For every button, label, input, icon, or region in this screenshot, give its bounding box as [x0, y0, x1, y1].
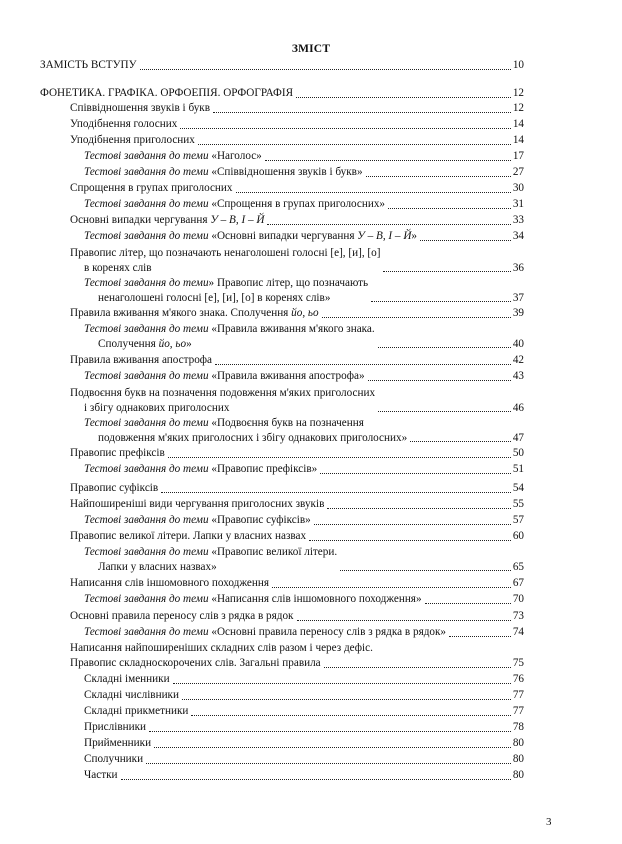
- toc-entry-text: Співвідношення звуків і букв: [70, 102, 211, 114]
- toc-entry[interactable]: [84, 369, 524, 385]
- toc-entry-title: [84, 704, 188, 720]
- toc-entry[interactable]: [70, 446, 524, 462]
- toc-entry-title: [84, 462, 317, 478]
- toc-entry-italic-text: Тестові завдання до теми: [84, 463, 209, 475]
- toc-entry-text: »: [411, 230, 417, 242]
- toc-entry[interactable]: [84, 165, 524, 181]
- toc-page-number: 39: [512, 307, 524, 319]
- toc-entry[interactable]: [70, 101, 524, 117]
- toc-entry-italic-text: Тестові завдання до теми: [84, 626, 209, 638]
- toc-entry-continuation: Сполучення: [98, 338, 159, 351]
- toc-entry[interactable]: [70, 246, 524, 276]
- toc-entry[interactable]: [84, 752, 524, 768]
- toc-entry-italic-text: Тестові завдання до теми: [84, 370, 209, 382]
- toc-entry-italic-text: Тестові завдання до теми: [84, 417, 209, 429]
- toc-entry-text: Правопис префіксів: [70, 447, 165, 459]
- toc-page-number: 12: [512, 102, 524, 114]
- dot-leader: [297, 620, 511, 621]
- toc-entry-text: «Співвідношення звуків і букв»: [208, 166, 363, 178]
- toc-entry-title: [70, 213, 264, 229]
- dot-leader: [236, 192, 511, 193]
- dot-leader: [140, 69, 511, 70]
- toc-entry-title: [84, 720, 146, 736]
- toc-page-number: 33: [512, 214, 524, 226]
- toc-entry[interactable]: [84, 736, 524, 752]
- toc-entry-text: Подвоєння букв на позначення подовження м'яких приголосних: [70, 387, 376, 399]
- dot-leader: [327, 508, 510, 509]
- toc-entry[interactable]: [84, 322, 524, 352]
- toc-entry-title: [84, 513, 311, 529]
- toc-entry[interactable]: [70, 213, 524, 229]
- toc-entry[interactable]: [70, 306, 524, 322]
- toc-entry-text: Уподібнення голосних: [70, 118, 178, 130]
- dot-leader: [309, 540, 511, 541]
- toc-entry-text: Правопис великої літери. Лапки у власних назвах: [70, 530, 307, 542]
- dot-leader: [198, 144, 511, 145]
- dot-leader: [215, 364, 511, 365]
- toc-page-number: 50: [512, 447, 524, 459]
- toc-page-number: 54: [512, 482, 524, 494]
- dot-leader: [161, 492, 511, 493]
- toc-entry-title: [70, 497, 324, 513]
- toc-entry-title: [84, 149, 262, 165]
- toc-entry-title: [70, 133, 195, 149]
- toc-entry-title: [70, 529, 306, 545]
- toc-entry-title: [70, 181, 233, 197]
- toc-entry-text: «Правопис суфіксів»: [208, 514, 311, 526]
- toc-entry-text: «Основні правила переносу слів з рядка в рядок»: [208, 626, 447, 638]
- toc-entry-italic-text: Тестові завдання до теми: [84, 166, 209, 178]
- toc-entry-text: Частки: [84, 769, 118, 781]
- page-title: ЗМІСТ: [291, 43, 331, 55]
- toc-entry-italic-text: Тестові завдання до теми: [84, 277, 209, 289]
- toc-entry-text: «Спрощення в групах приголосних»: [208, 198, 386, 210]
- toc-entry[interactable]: [70, 656, 524, 672]
- dot-leader: [149, 731, 511, 732]
- toc-entry-continuation: Лапки у власних назвах»: [98, 561, 217, 574]
- toc-entry-italic-text: Тестові завдання до теми: [84, 323, 209, 335]
- toc-entry-text: «Правила вживання м'якого знака.: [208, 323, 375, 335]
- toc-page-number: 17: [512, 150, 524, 162]
- toc-entry-text: Правопис суфіксів: [70, 482, 159, 494]
- toc-entry[interactable]: [84, 149, 524, 165]
- toc-entry-text: Прислівники: [84, 721, 146, 733]
- toc-entry-text: Прийменники: [84, 737, 152, 749]
- dot-leader: [182, 699, 511, 700]
- toc-entry-title: [70, 117, 177, 133]
- dot-leader: [383, 271, 510, 272]
- toc-page-number: 34: [512, 230, 524, 242]
- toc-entry[interactable]: [70, 133, 524, 149]
- toc-page-number: 30: [512, 182, 524, 194]
- toc-entry-text: «Написання слів іншомовного походження»: [208, 593, 422, 605]
- toc-entry[interactable]: [70, 481, 524, 497]
- toc-entry[interactable]: [84, 768, 524, 784]
- toc-entry[interactable]: [70, 609, 524, 625]
- toc-page-number: 77: [512, 705, 524, 717]
- toc-page-number: 60: [512, 530, 524, 542]
- toc-page-number: 80: [512, 737, 524, 749]
- toc-page-number: 67: [512, 577, 524, 589]
- toc-page-number: 14: [512, 134, 524, 146]
- toc-entry-title: [70, 446, 165, 462]
- toc-entry-title: [70, 481, 158, 497]
- toc-page-number: 74: [512, 626, 524, 638]
- toc-entry-italic-text: Тестові завдання до теми: [84, 514, 209, 526]
- toc-entry-continuation: в коренях слів: [84, 262, 152, 275]
- toc-entry-title: [70, 576, 269, 592]
- toc-entry[interactable]: [40, 86, 524, 102]
- toc-entry[interactable]: [70, 497, 524, 513]
- toc-entry-title: [70, 353, 212, 369]
- dot-leader: [173, 683, 511, 684]
- toc-page-number: 36: [512, 262, 524, 275]
- toc-entry[interactable]: [84, 276, 524, 306]
- toc-entry-title: [70, 609, 294, 625]
- toc-entry-title: [70, 641, 373, 657]
- toc-page-number: 40: [512, 338, 524, 351]
- toc-entry[interactable]: [70, 353, 524, 369]
- toc-page-number: 31: [512, 198, 524, 210]
- toc-entry[interactable]: [40, 58, 524, 74]
- toc-entry-italic-text: У – В, І – Й: [210, 214, 265, 226]
- dot-leader: [154, 747, 511, 748]
- dot-leader: [366, 176, 511, 177]
- toc-entry-title: [84, 322, 375, 352]
- toc-entry-text: Правила вживання апострофа: [70, 354, 213, 366]
- toc-page-number: 43: [512, 370, 524, 382]
- toc-entry-text: «Наголос»: [208, 150, 262, 162]
- toc-entry-title: [84, 672, 170, 688]
- toc-entry-title: [84, 416, 407, 446]
- toc-entry-text: «Правопис префіксів»: [208, 463, 318, 475]
- dot-leader: [322, 317, 511, 318]
- toc-entry-title: [70, 386, 375, 416]
- dot-leader: [272, 587, 511, 588]
- dot-leader: [296, 97, 511, 98]
- dot-leader: [420, 240, 511, 241]
- toc-entry-title: [70, 246, 380, 276]
- dot-leader: [146, 763, 511, 764]
- toc-entry-italic-text: йо, ьо: [291, 307, 319, 319]
- toc-entry-title: [70, 101, 210, 117]
- dot-leader: [378, 411, 511, 412]
- toc-entry-title: [40, 86, 293, 102]
- toc-entry[interactable]: [84, 625, 524, 641]
- toc-page-number: 47: [512, 432, 524, 445]
- toc-entry[interactable]: [70, 641, 524, 657]
- toc-entry-text: Спрощення в групах приголосних: [70, 182, 233, 194]
- toc-page-number: 27: [512, 166, 524, 178]
- toc-page-number: 10: [512, 59, 524, 71]
- dot-leader: [267, 224, 510, 225]
- toc-entry-continuation: і збігу однакових приголосних: [84, 402, 230, 415]
- toc-page-number: 55: [512, 498, 524, 510]
- toc-entry-text: «Правопис великої літери.: [208, 546, 338, 558]
- toc-page-number: 70: [512, 593, 524, 605]
- toc-entry-text: ЗАМІСТЬ ВСТУПУ: [40, 59, 137, 71]
- toc-entry-title: [84, 197, 385, 213]
- toc-page-number: 14: [512, 118, 524, 130]
- toc-entry-text: Найпоширеніші види чергування приголосних звуків: [70, 498, 325, 510]
- toc-entry-text: Основні випадки чергування: [70, 214, 211, 226]
- dot-leader: [340, 570, 511, 571]
- page-number: 3: [546, 816, 552, 828]
- toc-entry-title: [40, 58, 137, 74]
- toc-entry-text: Правила вживання м'якого знака. Сполучення: [70, 307, 292, 319]
- toc-page-number: 65: [512, 561, 524, 574]
- dot-leader: [368, 380, 511, 381]
- toc-entry-text: » Правопис літер, що позначають: [208, 277, 369, 289]
- toc-entry-title: [84, 276, 368, 306]
- toc-page-number: 73: [512, 610, 524, 622]
- toc-entry-title: [84, 545, 337, 575]
- toc-entry[interactable]: [84, 704, 524, 720]
- toc-entry-italic-text: Тестові завдання до теми: [84, 230, 209, 242]
- toc-entry-italic-text: Тестові завдання до теми: [84, 546, 209, 558]
- dot-leader: [314, 524, 511, 525]
- toc-entry-title: [84, 165, 363, 181]
- toc-entry[interactable]: [84, 545, 524, 575]
- toc-page-number: 12: [512, 87, 524, 99]
- toc-entry-text: Написання слів іншомовного походження: [70, 577, 270, 589]
- toc-entry-title: [84, 229, 417, 245]
- toc-page-number: 75: [512, 657, 524, 669]
- toc-entry[interactable]: [70, 576, 524, 592]
- toc-entry-title: [84, 768, 118, 784]
- dot-leader: [320, 473, 511, 474]
- toc-entry[interactable]: [84, 229, 524, 245]
- toc-entry-continuation: подовження м'яких приголосних і збігу однакових приголосних»: [98, 432, 408, 445]
- toc-entry[interactable]: [70, 117, 524, 133]
- dot-leader: [121, 779, 511, 780]
- toc-entry-text: «Основні випадки чергування: [208, 230, 358, 242]
- toc-entry-text: Сполучники: [84, 753, 144, 765]
- toc-entry-text: Правопис складноскорочених слів. Загальні правила: [70, 657, 321, 669]
- toc-entry-text: ФОНЕТИКА. ГРАФІКА. ОРФОЕПІЯ. ОРФОГРАФІЯ: [40, 87, 294, 99]
- dot-leader: [168, 457, 511, 458]
- toc-entry-italic-text: Тестові завдання до теми: [84, 198, 209, 210]
- toc-entry-text: Складні прикметники: [84, 705, 189, 717]
- toc-entry-title: [70, 306, 319, 322]
- toc-entry-text: Складні іменники: [84, 673, 170, 685]
- toc-entry-text: »: [186, 338, 192, 351]
- toc-entry-text: Основні правила переносу слів з рядка в рядок: [70, 610, 294, 622]
- toc-page-number: 76: [512, 673, 524, 685]
- toc-entry-title: [84, 752, 143, 768]
- toc-entry-text: «Подвоєння букв на позначення: [208, 417, 364, 429]
- toc-entry-title: [84, 736, 151, 752]
- toc-entry[interactable]: [84, 720, 524, 736]
- toc-entry-title: [84, 369, 365, 385]
- toc-page-number: 80: [512, 753, 524, 765]
- dot-leader: [371, 301, 511, 302]
- toc-entry-text: Правопис літер, що позначають ненаголошені голосні [е], [и], [о]: [70, 247, 381, 259]
- toc-entry-title: [84, 688, 179, 704]
- toc-entry-text: «Правила вживання апострофа»: [208, 370, 365, 382]
- toc-page-number: 78: [512, 721, 524, 733]
- dot-leader: [180, 128, 511, 129]
- toc-entry-text: Уподібнення приголосних: [70, 134, 195, 146]
- toc-page-number: 37: [512, 292, 524, 305]
- toc-entry[interactable]: [84, 672, 524, 688]
- dot-leader: [449, 636, 511, 637]
- toc-page-number: 57: [512, 514, 524, 526]
- dot-leader: [410, 441, 511, 442]
- dot-leader: [191, 715, 510, 716]
- dot-leader: [324, 667, 511, 668]
- dot-leader: [425, 603, 511, 604]
- dot-leader: [378, 347, 511, 348]
- toc-page-number: 51: [512, 463, 524, 475]
- toc-entry-text: Складні числівники: [84, 689, 179, 701]
- toc-entry[interactable]: [84, 197, 524, 213]
- dot-leader: [213, 112, 511, 113]
- toc-entry-title: [84, 592, 422, 608]
- toc-entry-italic-text: У – В, І – Й: [357, 230, 412, 242]
- toc-page-number: 80: [512, 769, 524, 781]
- dot-leader: [388, 208, 511, 209]
- toc-entry-title: [84, 625, 446, 641]
- toc-entry-italic-text: Тестові завдання до теми: [84, 593, 209, 605]
- toc-entry[interactable]: [84, 462, 524, 478]
- toc-entry-italic-text: йо, ьо: [158, 338, 187, 351]
- toc-entry[interactable]: [70, 181, 524, 197]
- toc-entry-continuation: ненаголошені голосні [е], [и], [о] в коренях слів»: [98, 292, 331, 305]
- toc-page-number: 77: [512, 689, 524, 701]
- toc-entry[interactable]: [84, 688, 524, 704]
- toc-entry-text: Написання найпоширеніших складних слів разом і через дефіс.: [70, 642, 373, 654]
- toc-entry[interactable]: [84, 416, 524, 446]
- toc-entry-title: [70, 656, 321, 672]
- toc-entry[interactable]: [84, 513, 524, 529]
- toc-entry-italic-text: Тестові завдання до теми: [84, 150, 209, 162]
- toc-entry[interactable]: [84, 592, 524, 608]
- dot-leader: [265, 160, 511, 161]
- toc-page-number: 46: [512, 402, 524, 415]
- toc-page-number: 42: [512, 354, 524, 366]
- toc-entry[interactable]: [70, 529, 524, 545]
- toc-entry[interactable]: [70, 386, 524, 416]
